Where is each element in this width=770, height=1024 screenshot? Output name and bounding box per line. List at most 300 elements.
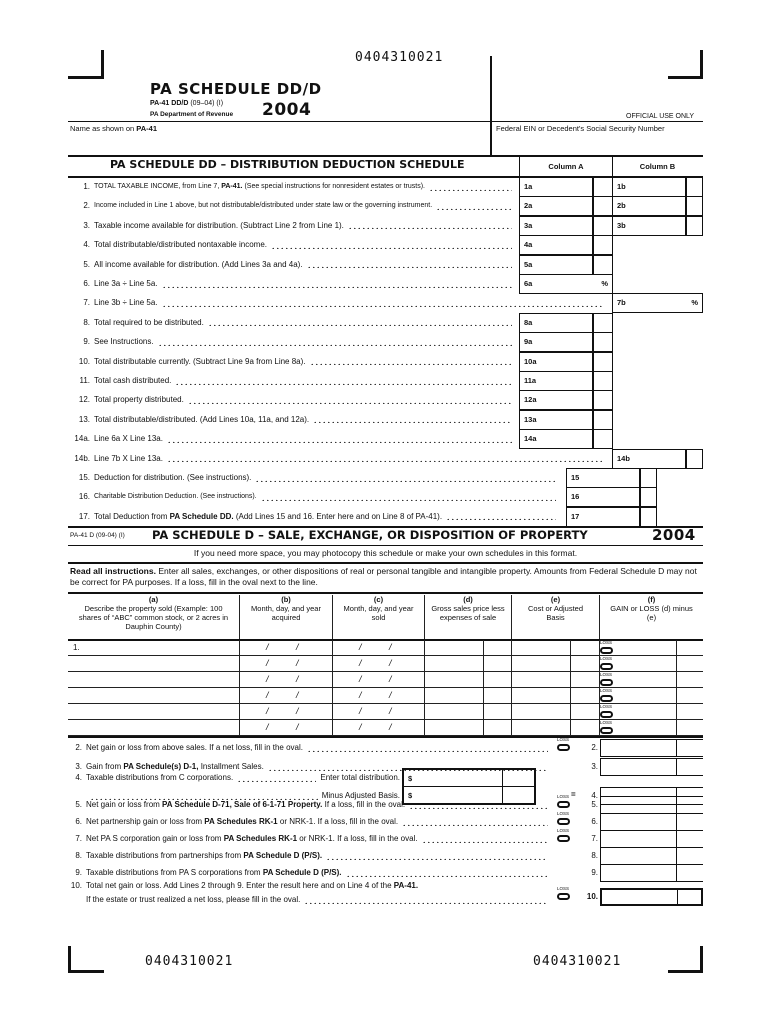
amount-box-17[interactable] xyxy=(566,507,657,527)
loss-oval[interactable] xyxy=(557,744,570,751)
cents-divider xyxy=(483,640,484,655)
line-description: If the estate or trust realized a net loss, please fill in the oval. xyxy=(86,895,301,904)
line-text: Total property distributed. xyxy=(94,395,184,405)
property-cell-b[interactable] xyxy=(240,704,333,720)
cents-divider xyxy=(592,236,594,254)
minus-basis-label: Minus Adjusted Basis. xyxy=(321,791,400,800)
dot-leader xyxy=(208,318,512,326)
line-number: 11. xyxy=(79,376,90,385)
property-cell-a[interactable] xyxy=(68,688,240,704)
box-label: 4a xyxy=(524,240,533,250)
line-text: Net partnership gain or loss from xyxy=(86,817,205,826)
line-reference: 9. xyxy=(591,868,598,877)
line-number: 4. xyxy=(83,240,90,250)
amount-box-6a[interactable] xyxy=(519,274,613,294)
line-reference: 4. xyxy=(591,791,598,800)
dd-line xyxy=(70,410,516,429)
loss-label: LOSS xyxy=(557,811,570,816)
column-b-header xyxy=(612,157,703,177)
line-text: Line 7b X Line 13a. xyxy=(94,453,163,463)
dd-line xyxy=(70,429,516,448)
cents-divider xyxy=(592,333,594,351)
amount-box-8a[interactable] xyxy=(519,313,613,333)
form-title: PA SCHEDULE DD/D xyxy=(150,80,322,98)
line-7-amount[interactable] xyxy=(600,830,703,848)
line-text: Total distributable/distributed nontaxable income. xyxy=(94,240,267,250)
amount-box-9a[interactable] xyxy=(519,332,613,352)
line-number: 4. xyxy=(75,773,82,782)
cents-divider xyxy=(592,178,594,196)
cents-divider xyxy=(483,704,484,719)
date-separator: / xyxy=(359,674,362,684)
dot-leader xyxy=(307,744,548,752)
amount-box-2a[interactable] xyxy=(519,196,613,216)
line-description xyxy=(94,454,163,463)
property-cell-e[interactable] xyxy=(512,688,600,704)
line-text: Taxable distributions from partnerships from xyxy=(86,851,244,860)
property-cell-f[interactable] xyxy=(600,704,703,720)
loss-oval[interactable] xyxy=(600,663,613,670)
loss-oval[interactable] xyxy=(600,727,613,734)
loss-oval[interactable] xyxy=(600,679,613,686)
line-number: 3. xyxy=(83,220,90,230)
date-separator: / xyxy=(359,658,362,668)
dot-leader xyxy=(237,774,316,782)
cents-divider xyxy=(676,814,677,830)
date-separator: / xyxy=(296,674,299,684)
line-description xyxy=(94,415,309,424)
line-text: Deduction for distribution. (See instructions). xyxy=(94,473,252,482)
property-cell-c[interactable] xyxy=(333,704,425,720)
line-text-bold: PA Schedule(s) D-1, xyxy=(123,762,199,771)
divider xyxy=(68,562,703,564)
date-separator: / xyxy=(389,642,392,652)
corner-mark-bottom-left xyxy=(68,970,104,973)
amount-box-1b[interactable] xyxy=(612,177,703,197)
dot-leader xyxy=(188,396,512,404)
loss-label: LOSS xyxy=(600,640,613,645)
instructions-body: Enter all sales, exchanges, or other dispositions of real or personal tangible and intangible property. Amounts from Federal Schedule D may not be correct for PA purposes. If a loss, fill in the oval next to the line. xyxy=(70,566,697,587)
property-cell-d[interactable] xyxy=(425,672,512,688)
line-number: 17. xyxy=(78,511,90,521)
line-text: Net PA S corporation gain or loss from xyxy=(86,834,224,843)
line-description xyxy=(94,357,306,366)
loss-oval[interactable] xyxy=(557,893,570,900)
amount-box-12a[interactable] xyxy=(519,390,613,410)
dot-leader xyxy=(446,512,556,520)
line-text: Total required to be distributed. xyxy=(94,317,204,327)
barcode-number-bottom-right: 0404310021 xyxy=(533,954,622,969)
line-3-amount[interactable] xyxy=(600,758,703,776)
line-number: 8. xyxy=(83,317,90,327)
corner-mark-bottom-right xyxy=(668,970,703,973)
cents-divider xyxy=(592,197,594,215)
dd-line xyxy=(70,449,608,468)
cents-divider xyxy=(483,720,484,735)
line-description xyxy=(94,260,303,269)
line-text-bold: PA-41. xyxy=(221,183,243,190)
column-a-label: Column A xyxy=(548,162,584,171)
property-cell-c[interactable] xyxy=(333,672,425,688)
cents-divider xyxy=(685,178,687,196)
dd-line xyxy=(70,216,516,235)
dd-line xyxy=(70,313,516,332)
line-6-amount[interactable] xyxy=(600,813,703,831)
box-label: 7b xyxy=(617,298,626,308)
dd-line xyxy=(70,235,516,254)
date-separator: / xyxy=(266,642,269,652)
loss-oval[interactable] xyxy=(600,695,613,702)
line-text: (Add Lines 15 and 16. Enter here and on Line 8 of PA-41). xyxy=(233,511,443,521)
amount-box-7b[interactable] xyxy=(612,293,703,313)
line-reference: 3. xyxy=(591,762,598,771)
dollar-sign: $ xyxy=(408,791,413,800)
cents-divider xyxy=(685,217,687,235)
dd-line xyxy=(70,390,516,409)
enter-total-label: Enter total distribution. xyxy=(320,773,400,782)
column-letter: (e) xyxy=(550,595,561,604)
box-label: 12a xyxy=(524,395,537,405)
name-label-bold: PA-41 xyxy=(136,124,157,133)
d-line-10-cont xyxy=(70,890,552,909)
dot-leader xyxy=(167,454,604,462)
column-description: Month, day, and year sold xyxy=(343,604,414,622)
property-cell-e[interactable] xyxy=(512,704,600,720)
property-cell-c[interactable] xyxy=(333,720,425,736)
dot-leader xyxy=(422,835,548,843)
property-cell-b[interactable] xyxy=(240,672,333,688)
date-separator: / xyxy=(296,722,299,732)
column-b-label: Column B xyxy=(639,162,676,171)
dot-leader xyxy=(307,260,512,268)
line-text: Net gain or loss from xyxy=(86,800,163,809)
line-description xyxy=(86,834,418,843)
column-letter: (f) xyxy=(647,595,656,604)
property-cell-f[interactable] xyxy=(600,672,703,688)
date-separator: / xyxy=(266,722,269,732)
property-cell-f[interactable] xyxy=(600,640,703,656)
amount-box-1a[interactable] xyxy=(519,177,613,197)
property-cell-e[interactable] xyxy=(512,720,600,736)
cents-divider xyxy=(639,488,641,506)
divider xyxy=(68,592,703,594)
property-cell-d[interactable] xyxy=(425,640,512,656)
date-separator: / xyxy=(359,706,362,716)
corner-mark-top-left xyxy=(101,50,104,79)
ein-input[interactable] xyxy=(494,134,699,154)
line-description xyxy=(86,800,405,809)
line-text: Line 6a X Line 13a. xyxy=(94,434,163,444)
line-text: Total Deduction from xyxy=(94,511,170,521)
property-cell-b[interactable] xyxy=(240,688,333,704)
property-cell-d[interactable] xyxy=(425,720,512,736)
line-text: Taxable distributions from C corporations. xyxy=(86,773,234,782)
line-number: 7. xyxy=(75,834,82,843)
line-5-amount[interactable] xyxy=(600,796,703,814)
dd-line xyxy=(70,255,516,274)
box-label: 1a xyxy=(524,182,533,191)
line-text: or NRK-1. If a loss, fill in the oval. xyxy=(297,834,418,843)
column-description: GAIN or LOSS (d) minus (e) xyxy=(610,604,693,622)
property-cell-a[interactable] xyxy=(68,656,240,672)
cents-divider xyxy=(592,314,594,332)
date-separator: / xyxy=(389,706,392,716)
date-separator: / xyxy=(359,690,362,700)
loss-label: LOSS xyxy=(557,828,570,833)
line-10-amount[interactable] xyxy=(600,888,703,906)
line-reference: 7. xyxy=(591,834,598,843)
amount-box-4a[interactable] xyxy=(519,235,613,255)
department-name: PA Department of Revenue xyxy=(150,111,234,118)
line-description xyxy=(86,817,398,826)
line-description xyxy=(94,473,251,482)
line-text: See Instructions. xyxy=(94,337,154,347)
total-distribution-input[interactable] xyxy=(402,768,536,787)
property-cell-d[interactable] xyxy=(425,688,512,704)
line-description xyxy=(86,773,233,782)
photocopy-note: If you need more space, you may photocopy this schedule or make your own schedules in this format. xyxy=(193,548,578,558)
cents-divider xyxy=(685,450,687,468)
property-cell-c[interactable] xyxy=(333,640,425,656)
column-letter: (c) xyxy=(373,595,384,604)
property-cell-f[interactable] xyxy=(600,656,703,672)
loss-label: LOSS xyxy=(600,656,613,661)
cents-divider xyxy=(592,353,594,371)
cents-divider xyxy=(676,688,677,703)
line-number: 8. xyxy=(75,851,82,860)
schedule-d-year: 2004 xyxy=(652,526,696,544)
date-separator: / xyxy=(296,658,299,668)
line-9-amount[interactable] xyxy=(600,864,703,882)
amount-box-16[interactable] xyxy=(566,487,657,507)
loss-label: LOSS xyxy=(600,720,613,725)
amount-box-11a[interactable] xyxy=(519,371,613,391)
line-reference: 2. xyxy=(591,743,598,752)
dd-line xyxy=(70,196,516,215)
dd-line xyxy=(70,177,516,196)
property-cell-e[interactable] xyxy=(512,656,600,672)
line-number: 2. xyxy=(83,201,90,211)
line-text-bold: PA Schedule DD. xyxy=(169,511,234,521)
line-description xyxy=(94,221,344,230)
schedule-d-form-id: PA-41 D (09-04) (I) xyxy=(70,532,125,539)
row-label: 1. xyxy=(73,643,80,652)
line-reference: 6. xyxy=(591,817,598,826)
line-text: Line 3a ÷ Line 5a. xyxy=(94,279,158,288)
cents-divider xyxy=(676,848,677,864)
cents-divider xyxy=(676,704,677,719)
line-text: Income included in Line 1 above, but not distributable/distributed under state law or the governing instrument. xyxy=(94,202,433,210)
line-description xyxy=(94,395,184,404)
cents-divider xyxy=(676,759,677,775)
loss-oval[interactable] xyxy=(600,647,613,654)
line-text-bold: PA Schedules RK-1 xyxy=(204,817,278,826)
line-description xyxy=(94,493,257,500)
form-id xyxy=(150,100,223,107)
cents-divider xyxy=(676,672,677,687)
d-line xyxy=(70,738,552,757)
loss-oval[interactable] xyxy=(557,801,570,808)
dd-line xyxy=(70,352,516,371)
column-header-d xyxy=(425,595,512,639)
dollar-sign: $ xyxy=(408,774,413,783)
cents-divider xyxy=(592,256,594,274)
box-label: 2b xyxy=(617,201,626,211)
percent-sign: % xyxy=(691,298,698,308)
property-cell-c[interactable] xyxy=(333,656,425,672)
line-description xyxy=(94,376,171,385)
box-label: 9a xyxy=(524,337,533,347)
property-cell-a[interactable] xyxy=(68,640,240,656)
line-text-bold: PA Schedule D-71, Sale of 6-1-71 Property. xyxy=(162,800,323,809)
line-number: 10. xyxy=(70,880,82,890)
dot-leader xyxy=(271,241,512,249)
property-cell-e[interactable] xyxy=(512,672,600,688)
line-text: (See special instructions for nonresident estates or trusts). xyxy=(242,183,425,190)
cents-divider xyxy=(483,688,484,703)
loss-oval[interactable] xyxy=(557,835,570,842)
amount-box-5a[interactable] xyxy=(519,255,613,275)
line-text: Gain from xyxy=(86,762,124,771)
cents-divider xyxy=(570,704,571,719)
line-description xyxy=(94,512,442,521)
cents-divider xyxy=(592,217,594,235)
dot-leader xyxy=(409,801,548,809)
dd-line xyxy=(70,468,560,487)
cents-divider xyxy=(676,865,677,881)
property-cell-f[interactable] xyxy=(600,688,703,704)
cents-divider xyxy=(592,372,594,390)
amount-box-15[interactable] xyxy=(566,468,657,488)
date-separator: / xyxy=(389,674,392,684)
box-label: 6a xyxy=(524,279,533,288)
line-text: Total cash distributed. xyxy=(94,376,172,385)
column-header-f xyxy=(600,595,703,639)
dot-leader xyxy=(175,377,512,385)
date-separator: / xyxy=(389,658,392,668)
column-description: Month, day, and year acquired xyxy=(251,604,321,622)
line-number: 6. xyxy=(83,279,90,288)
cents-divider xyxy=(676,740,677,756)
property-cell-b[interactable] xyxy=(240,656,333,672)
amount-box-3a[interactable] xyxy=(519,216,613,236)
cents-divider xyxy=(502,770,503,786)
amount-box-14b[interactable] xyxy=(612,449,703,469)
dot-leader xyxy=(158,338,512,346)
line-description xyxy=(94,298,158,307)
line-text: TOTAL TAXABLE INCOME, from Line 7, xyxy=(94,183,222,190)
loss-label: LOSS xyxy=(600,672,613,677)
property-cell-d[interactable] xyxy=(425,656,512,672)
header-vertical-divider xyxy=(490,56,492,156)
line-text: Line 3b ÷ Line 5a. xyxy=(94,298,158,308)
line-8-amount[interactable] xyxy=(600,847,703,865)
line-number: 15. xyxy=(78,473,90,482)
date-separator: / xyxy=(296,690,299,700)
cents-divider xyxy=(570,720,571,735)
cents-divider xyxy=(592,430,594,448)
amount-box-14a[interactable] xyxy=(519,429,613,449)
line-reference: 5. xyxy=(591,800,598,809)
dot-leader xyxy=(255,474,556,482)
line-number: 6. xyxy=(75,817,82,826)
amount-box-3b[interactable] xyxy=(612,216,703,236)
property-cell-b[interactable] xyxy=(240,720,333,736)
line-text-bold: PA-41. xyxy=(393,880,419,890)
line-text: If a loss, fill in the oval. xyxy=(322,800,406,809)
line-number: 3. xyxy=(75,762,82,771)
property-cell-a[interactable] xyxy=(68,720,240,736)
line-text: Total distributable/distributed. (Add Lines 10a, 11a, and 12a). xyxy=(94,414,310,424)
loss-oval[interactable] xyxy=(557,818,570,825)
loss-oval[interactable] xyxy=(600,711,613,718)
property-cell-d[interactable] xyxy=(425,704,512,720)
line-2-amount[interactable] xyxy=(600,739,703,757)
date-separator: / xyxy=(266,706,269,716)
date-separator: / xyxy=(359,722,362,732)
property-cell-f[interactable] xyxy=(600,720,703,736)
line-text: Total net gain or loss. Add Lines 2 through 9. Enter the result here and on Line 4 of the xyxy=(86,880,394,890)
dot-leader xyxy=(348,221,512,229)
ein-field-label: Federal EIN or Decedent's Social Security Number xyxy=(496,124,665,133)
property-cell-a[interactable] xyxy=(68,704,240,720)
corner-mark-top-left xyxy=(68,76,104,79)
property-cell-c[interactable] xyxy=(333,688,425,704)
name-label-text: Name as shown on xyxy=(70,124,137,133)
date-separator: / xyxy=(266,658,269,668)
cents-divider xyxy=(570,640,571,655)
cents-divider xyxy=(592,411,594,429)
cents-divider xyxy=(570,688,571,703)
line-number: 16. xyxy=(78,492,90,502)
amount-box-10a[interactable] xyxy=(519,352,613,372)
box-label: 3b xyxy=(617,220,626,230)
dot-leader xyxy=(346,869,548,877)
amount-box-13a[interactable] xyxy=(519,410,613,430)
form-revision: (09–04) (I) xyxy=(190,100,224,107)
column-header-c xyxy=(333,595,425,639)
property-cell-a[interactable] xyxy=(68,672,240,688)
corner-mark-bottom-left xyxy=(68,946,71,973)
line-number: 1. xyxy=(83,182,90,191)
box-label: 13a xyxy=(524,414,537,424)
cents-divider xyxy=(676,831,677,847)
property-cell-e[interactable] xyxy=(512,640,600,656)
date-separator: / xyxy=(296,706,299,716)
date-separator: / xyxy=(359,642,362,652)
amount-box-2b[interactable] xyxy=(612,196,703,216)
cents-divider xyxy=(639,508,641,526)
loss-label: LOSS xyxy=(557,794,570,799)
line-description xyxy=(86,743,303,752)
property-cell-b[interactable] xyxy=(240,640,333,656)
line-number: 10. xyxy=(78,356,90,366)
cents-divider xyxy=(570,672,571,687)
column-a-header xyxy=(519,157,613,177)
loss-label: LOSS xyxy=(600,688,613,693)
name-input[interactable] xyxy=(70,134,485,154)
line-text: All income available for distribution. (Add Lines 3a and 4a). xyxy=(94,259,303,269)
line-number: 5. xyxy=(83,259,90,269)
line-reference: 8. xyxy=(591,851,598,860)
corner-mark-top-right xyxy=(668,76,703,79)
date-separator: / xyxy=(266,690,269,700)
box-label: 5a xyxy=(524,259,533,269)
dot-leader xyxy=(429,183,512,191)
cents-divider xyxy=(483,672,484,687)
line-number: 9. xyxy=(83,337,90,347)
column-description: Describe the property sold (Example: 100 shares of “ABC” common stock, or 2 acres in Dauphin County) xyxy=(78,604,229,631)
